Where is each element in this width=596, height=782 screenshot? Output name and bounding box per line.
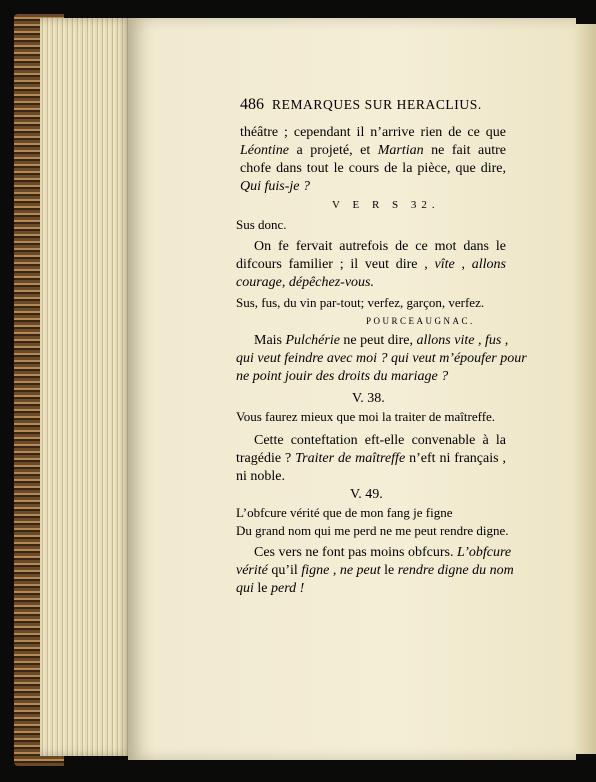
- italic-text: figne , ne peut: [301, 563, 381, 578]
- facing-page-edge: [576, 24, 596, 754]
- italic-text: qui: [236, 581, 254, 596]
- text: ne peut dire,: [339, 333, 417, 348]
- text: difcours familier ; il veut dire ,: [236, 257, 435, 272]
- para3-line2: [236, 350, 527, 368]
- page-number: 486: [240, 96, 264, 113]
- verse-label-32: V E R S 32.: [332, 199, 440, 211]
- italic-text: rendre digne du nom: [397, 563, 514, 578]
- para5-line3: [236, 580, 304, 598]
- para4-line2: [236, 450, 506, 468]
- italic-text: Martian: [377, 143, 424, 158]
- italic-text: perd !: [271, 581, 305, 596]
- para5-line2: [236, 562, 514, 580]
- verse-quote-32: Sus donc.: [236, 217, 287, 232]
- verse-quote-49-line2: Du grand nom qui me perd ne me peut rendre digne.: [236, 523, 509, 538]
- para1-line1: théâtre ; cependant il n’arrive rien de ce que: [240, 125, 506, 140]
- text: a projeté, et: [289, 143, 378, 158]
- verse-label-38: V. 38.: [352, 391, 385, 406]
- para2-line1: On fe fervait autrefois de ce mot dans le: [254, 239, 506, 254]
- para3-line3: [236, 368, 448, 386]
- book-page: [128, 18, 576, 760]
- para4-line3: ni noble.: [236, 469, 285, 484]
- italic-text: L’obfcure: [456, 545, 512, 560]
- text: n’eft ni français ,: [405, 451, 506, 466]
- italic-text: Qui fuis-je ?: [240, 179, 310, 194]
- text: le: [380, 563, 398, 578]
- para3-line1: [254, 332, 509, 350]
- verse-label-49: V. 49.: [350, 487, 383, 502]
- text: tragédie ?: [236, 451, 296, 466]
- para5-line1: [254, 544, 512, 562]
- page-text: [128, 18, 576, 760]
- para4-line1: Cette conteftation eft-elle convenable à la: [254, 433, 506, 448]
- text: ,: [454, 257, 472, 272]
- text: Ces vers ne font pas moins obfcurs.: [254, 545, 457, 560]
- verse-quote-49-line1: L’obfcure vérité que de mon fang je figne: [236, 505, 453, 520]
- running-title: REMARQUES SUR HERACLIUS.: [272, 97, 482, 112]
- italic-text: allons vite , fus ,: [416, 333, 509, 348]
- page-edges: [40, 18, 132, 756]
- text: ne fait autre: [423, 143, 507, 158]
- quote-attribution: POURCEAUGNAC.: [366, 316, 475, 326]
- para1-line3: chofe dans tout le cours de la pièce, que dire,: [240, 161, 506, 176]
- italic-text: Léontine: [240, 143, 289, 158]
- para2-line2: [236, 256, 506, 274]
- text: qu’il: [267, 563, 302, 578]
- para2-line3: [236, 274, 374, 292]
- italic-text: Traiter de maîtreffe: [295, 451, 406, 466]
- italic-text: allons: [471, 257, 506, 272]
- italic-text: ne point jouir des droits du mariage ?: [236, 369, 449, 384]
- italic-text: vîte: [434, 257, 455, 272]
- italic-text: courage, dépêchez-vous.: [236, 275, 375, 290]
- para1-line2: [240, 142, 506, 160]
- text: Mais: [254, 333, 286, 348]
- italic-text: qui veut feindre avec moi ? qui veut m’époufer pour: [236, 351, 527, 366]
- running-header: [240, 96, 482, 114]
- para1-line4: [240, 178, 310, 196]
- text: le: [253, 581, 271, 596]
- quote-pourceaugnac: Sus, fus, du vin par-tout; verfez, garçon, verfez.: [236, 295, 485, 310]
- verse-quote-38: Vous faurez mieux que moi la traiter de maîtreffe.: [236, 409, 496, 424]
- italic-text: vérité: [236, 563, 268, 578]
- italic-text: Pulchérie: [285, 333, 340, 348]
